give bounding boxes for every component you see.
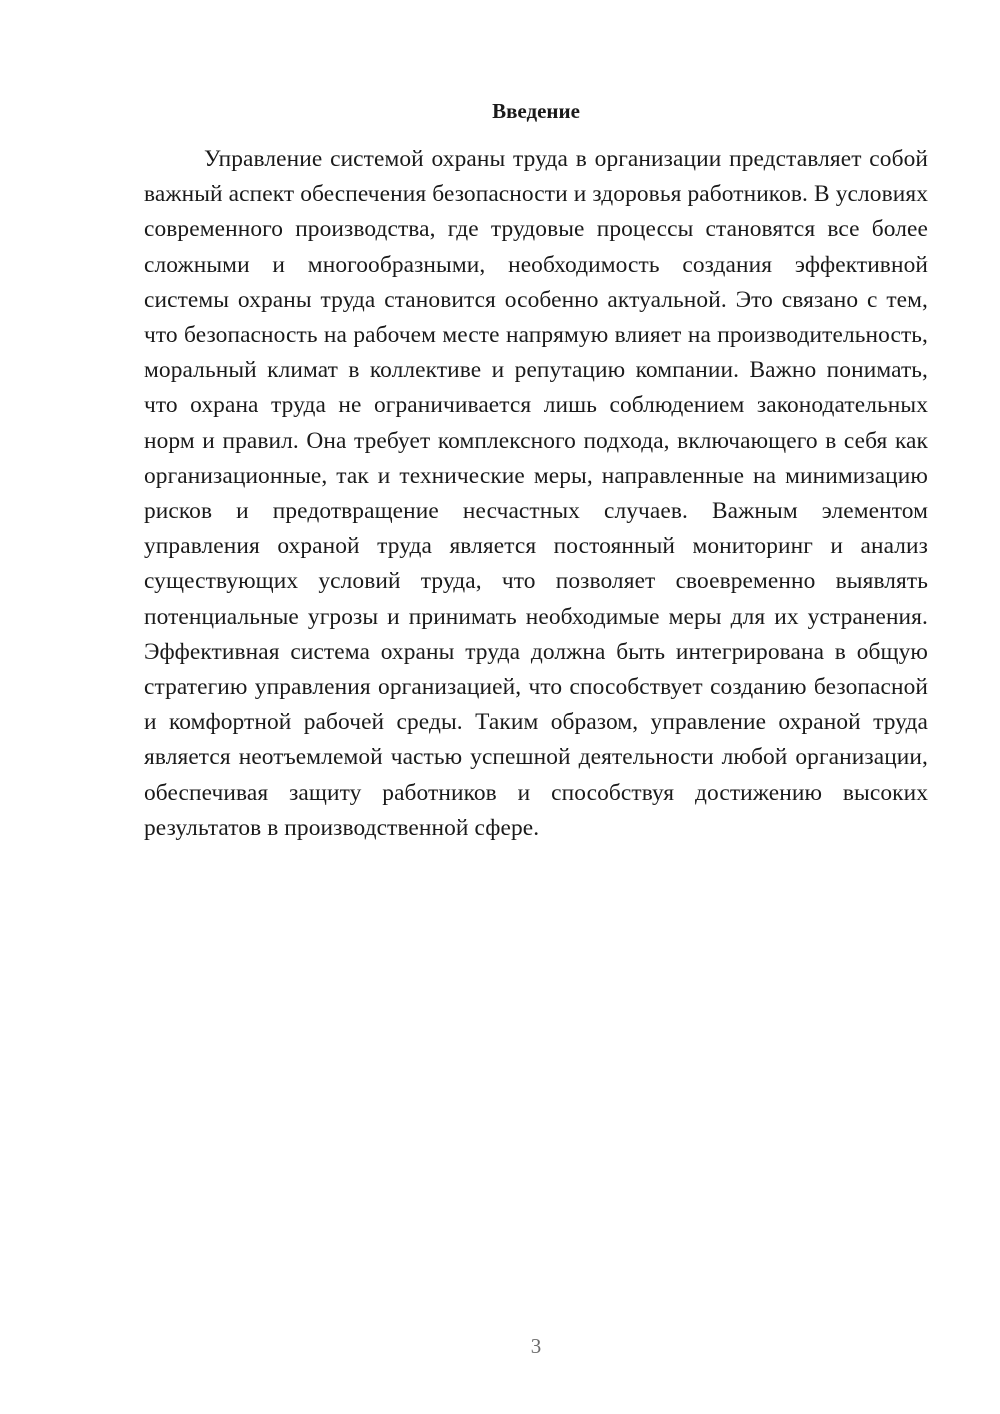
page-number: 3 [530,1334,542,1358]
section-title: Введение [492,99,580,123]
body-paragraph: Управление системой охраны труда в организации представляет собой важный аспект обеспечения безопасности и здоровья работников. В условиях современного производства, где трудовые процессы становятся все более сложными и многообразными, необходимость создания эффективной системы охраны труда становится особенно актуальной. Это связано с тем, что безопасность на рабочем месте напрямую влияет на производительность, моральный климат в коллективе и репутацию компании. Важно понимать, что охрана труда не ограничивается лишь соблюдением законодательных норм и правил. Она требует комплексного подхода, включающего в себя как организационные, так и технические меры, направленные на минимизацию рисков и предотвращение несчастных случаев. Важным элементом управления охраной труда является постоянный мониторинг и анализ существующих условий труда, что позволяет своевременно выявлять потенциальные угрозы и принимать необходимые меры для их устранения. Эффективная система охраны труда должна быть интегрирована в общую стратегию управления организацией, что способствует созданию безопасной и комфортной рабочей среды. Таким образом, управление охраной труда является неотъемлемой частью успешной деятельности любой организации, обеспечивая защиту работников и способствуя достижению высоких результатов в производственной сфере. [144,146,928,841]
